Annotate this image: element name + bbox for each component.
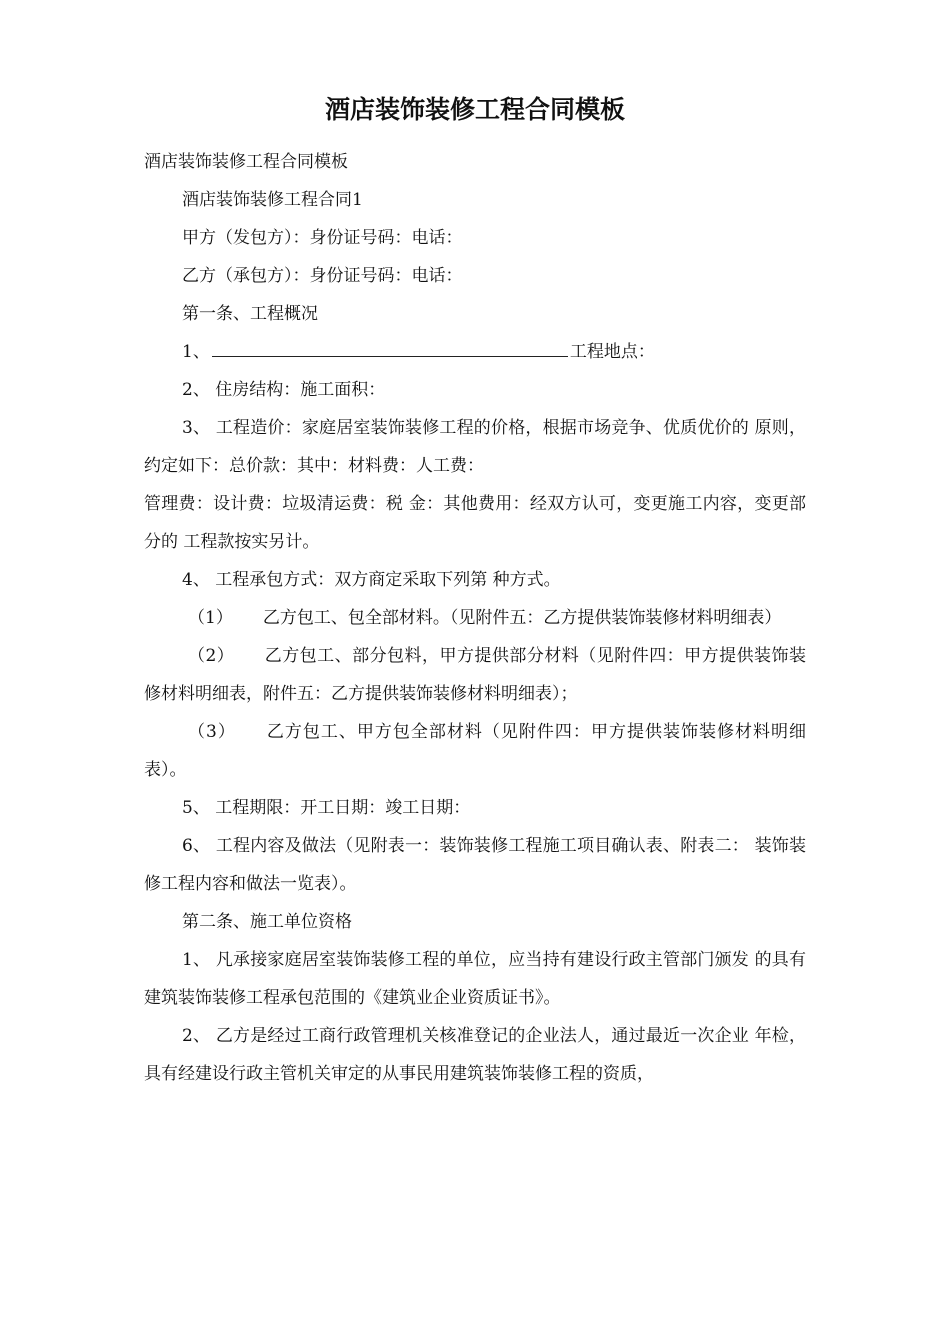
- article-2-item-1: 1、 凡承接家庭居室装饰装修工程的单位，应当持有建设行政主管部门颁发 的具有建筑装饰装修工程承包范围的《建筑业企业资质证书》。: [144, 950, 806, 1008]
- item-1: [144, 333, 806, 371]
- article-2-item-2: 2、 乙方是经过工商行政管理机关核准登记的企业法人，通过最近一次企业 年检，具有经建设行政主管机关审定的从事民用建筑装饰装修工程的资质，: [144, 1026, 806, 1084]
- document-body: [144, 143, 806, 1093]
- option-2-text: 乙方包工、部分包料，甲方提供部分材料（见附件四：甲方提供装饰装 修材料明细表，附件五：乙方提供装饰装修材料明细表）；: [144, 646, 806, 704]
- item-3-continued: 管理费：设计费：垃圾清运费：税 金：其他费用：经双方认可，变更施工内容，变更部分的 工程款按实另计。: [144, 494, 806, 552]
- option-2: [144, 637, 806, 713]
- subtitle: 酒店装饰装修工程合同模板: [144, 152, 348, 172]
- option-3-text: 乙方包工、甲方包全部材料（见附件四：甲方提供装饰装修材料明细 表）。: [144, 722, 806, 780]
- option-1-text: 乙方包工、包全部材料。（见附件五：乙方提供装饰装修材料明细表）: [262, 608, 782, 628]
- contract-name: 酒店装饰装修工程合同1: [182, 190, 363, 210]
- option-2-number: （2）: [188, 646, 235, 666]
- item-1-prefix: 1、: [182, 342, 210, 362]
- option-1: [144, 599, 806, 637]
- option-1-number: （1）: [188, 608, 233, 628]
- party-b-line: 乙方（承包方）：身份证号码：电话：: [182, 266, 463, 286]
- item-4: 4、 工程承包方式：双方商定采取下列第 种方式。: [182, 570, 561, 590]
- item-5: 5、 工程期限：开工日期：竣工日期：: [182, 798, 471, 818]
- option-3: [144, 713, 806, 789]
- article-1-heading: 第一条、工程概况: [182, 304, 318, 324]
- document-title: 酒店装饰装修工程合同模板: [324, 95, 625, 124]
- fill-in-blank-line: [212, 337, 568, 357]
- article-2-heading: 第二条、施工单位资格: [182, 912, 352, 932]
- party-a-line: 甲方（发包方）：身份证号码：电话：: [182, 228, 463, 248]
- item-6: 6、 工程内容及做法（见附表一：装饰装修工程施工项目确认表、附表二： 装饰装修工程内容和做法一览表）。: [144, 836, 806, 894]
- item-3: 3、 工程造价：家庭居室装饰装修工程的价格，根据市场竞争、优质优价的 原则，约定如下：总价款：其中：材料费：人工费：: [144, 418, 806, 476]
- option-3-number: （3）: [188, 722, 236, 742]
- item-2: 2、 住房结构：施工面积：: [182, 380, 386, 400]
- item-1-suffix: 工程地点：: [569, 342, 655, 362]
